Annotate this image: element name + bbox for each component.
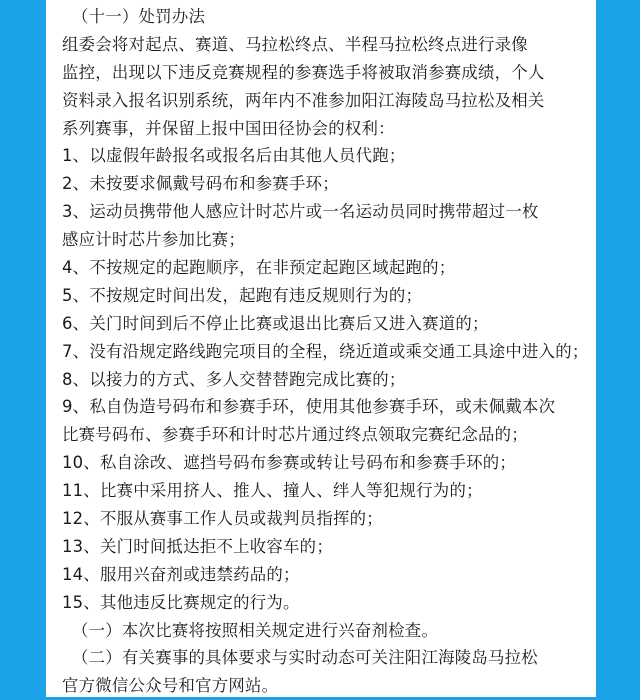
rule-item: 13、关门时间抵达拒不上收容车的；	[62, 536, 333, 556]
document-content	[62, 3, 592, 700]
rule-item: 感应计时芯片参加比赛；	[62, 230, 246, 250]
intro-line: 系列赛事，并保留上报中国田径协会的权利：	[62, 118, 395, 138]
rule-item: 12、不服从赛事工作人员或裁判员指挥的；	[62, 509, 383, 529]
rule-item: 8、以接力的方式、多人交替替跑完成比赛的；	[62, 369, 406, 389]
rule-item: 10、私自涂改、遮挡号码布参赛或转让号码布和参赛手环的；	[62, 453, 517, 473]
rule-item: 1、以虚假年龄报名或报名后由其他人员代跑；	[62, 146, 406, 166]
section-title: （十一）处罚办法	[72, 7, 206, 26]
rule-item: 4、不按规定的起跑顺序，在非预定起跑区域起跑的；	[62, 258, 456, 278]
rule-item: 11、比赛中采用挤人、推人、撞人、绊人等犯规行为的；	[62, 481, 483, 501]
rule-item: 5、不按规定时间出发，起跑有违反规则行为的；	[62, 285, 423, 305]
rule-item: 14、服用兴奋剂或违禁药品的；	[62, 564, 300, 584]
intro-line: 组委会将对起点、赛道、马拉松终点、半程马拉松终点进行录像	[62, 34, 528, 54]
intro-line: 监控，出现以下违反竞赛规程的参赛选手将被取消参赛成绩，个人	[62, 62, 545, 82]
note-line: 官方微信公众号和官方网站。	[62, 676, 279, 696]
note-line: （二）有关赛事的具体要求与实时动态可关注阳江海陵岛马拉松	[72, 648, 538, 668]
rule-item: 比赛号码布、参赛手环和计时芯片通过终点领取完赛纪念品的；	[62, 425, 528, 445]
intro-line: 资料录入报名识别系统，两年内不准参加阳江海陵岛马拉松及相关	[62, 90, 545, 110]
rule-item: 9、私自伪造号码布和参赛手环，使用其他参赛手环，或未佩戴本次	[62, 397, 556, 417]
rule-item: 2、未按要求佩戴号码布和参赛手环；	[62, 174, 339, 194]
rule-item: 15、其他违反比赛规定的行为。	[62, 592, 300, 612]
note-line: （一）本次比赛将按照相关规定进行兴奋剂检查。	[72, 620, 439, 640]
rule-item: 6、关门时间到后不停止比赛或退出比赛后又进入赛道的；	[62, 313, 489, 333]
rule-item: 7、没有沿规定路线跑完项目的全程，绕近道或乘交通工具途中进入的；	[62, 341, 589, 361]
rule-item: 3、运动员携带他人感应计时芯片或一名运动员同时携带超过一枚	[62, 202, 539, 222]
